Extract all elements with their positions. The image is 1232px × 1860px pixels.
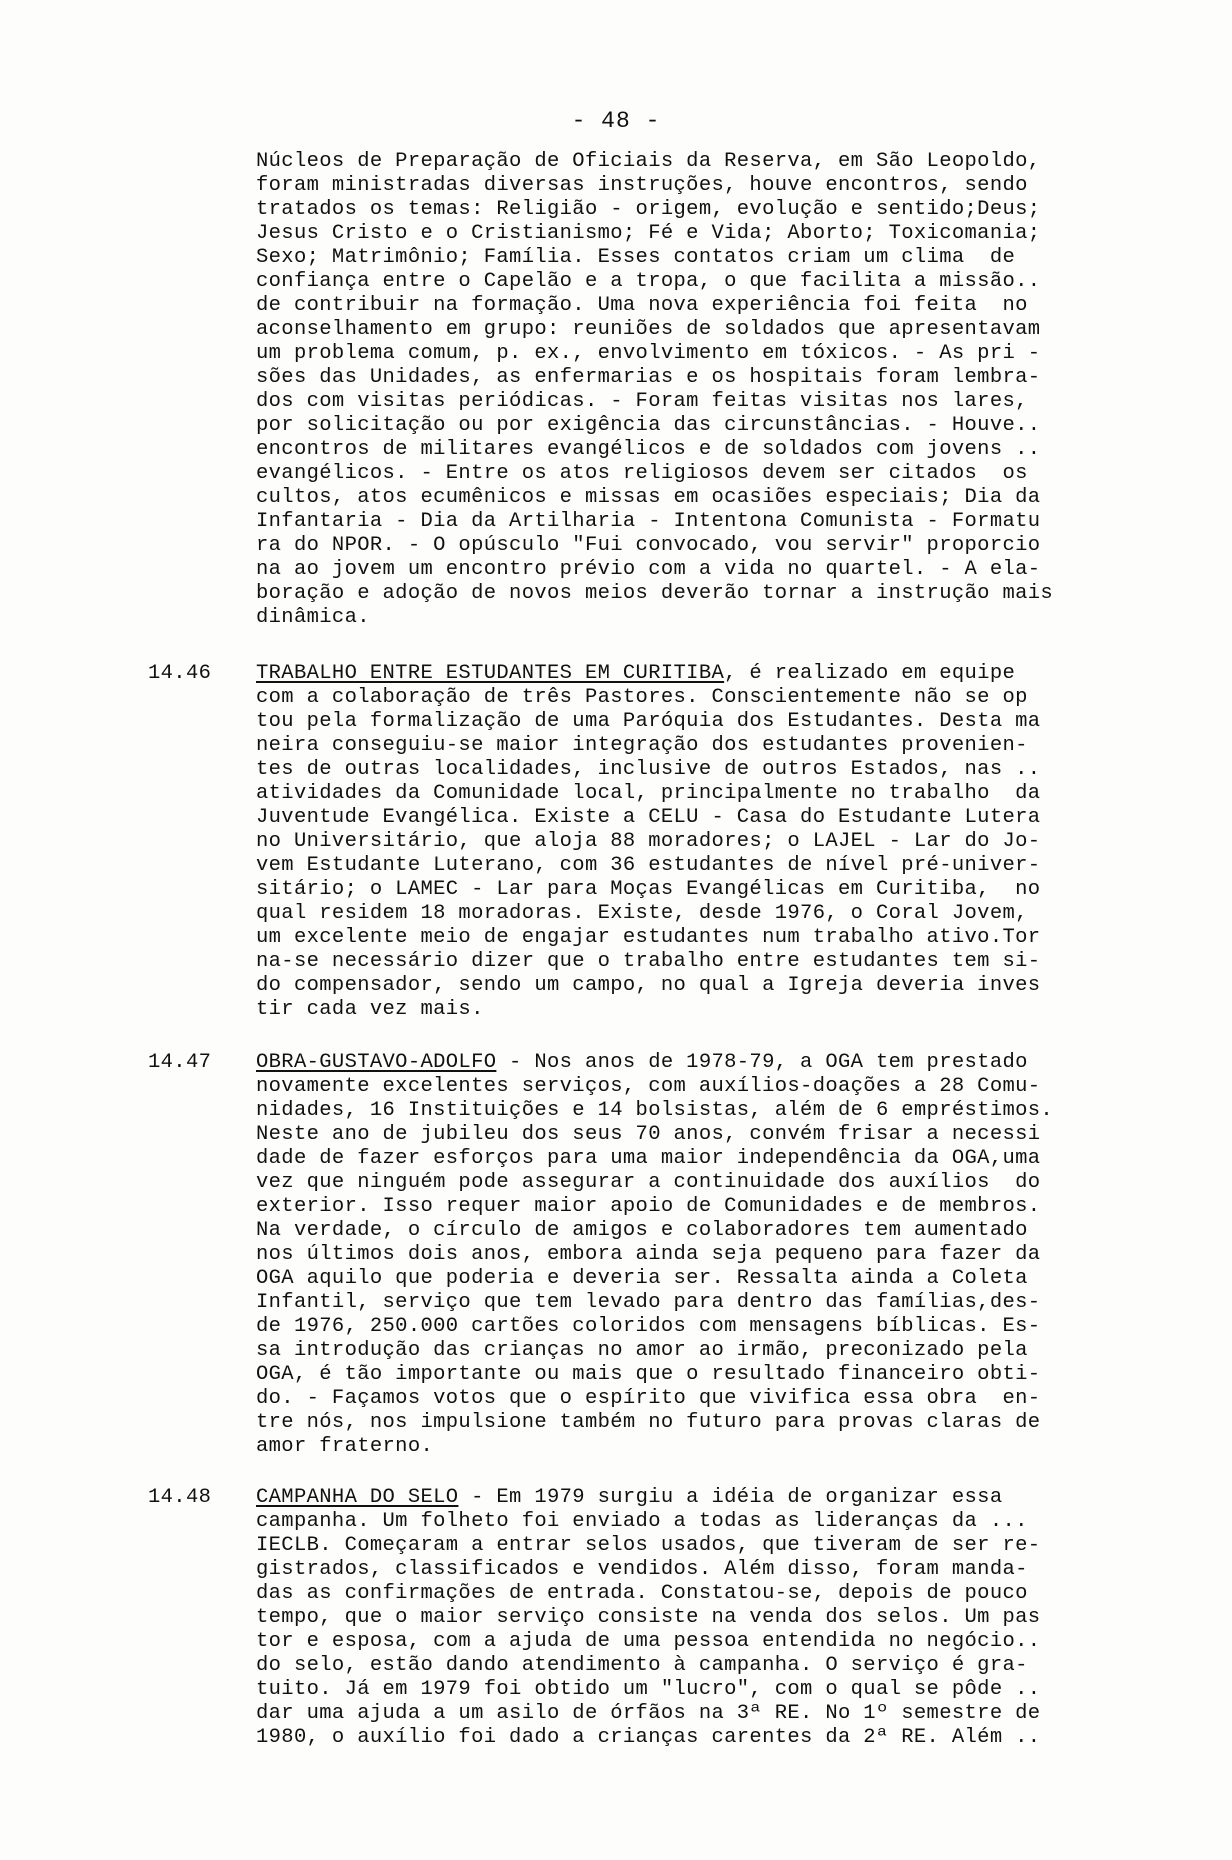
text-line: tuito. Já em 1979 foi obtido um "lucro", com o qual se pôde .. <box>256 1678 1041 1701</box>
section-number: 14.46 <box>148 662 212 685</box>
text-line: do selo, estão dando atendimento à campanha. O serviço é gra- <box>256 1654 1028 1677</box>
text-line: ra do NPOR. - O opúsculo "Fui convocado, vou servir" proporcio <box>256 534 1041 557</box>
text-line: gistrados, classificados e vendidos. Além disso, foram manda- <box>256 1558 1028 1581</box>
text-line: sa introdução das crianças no amor ao irmão, preconizado pela <box>256 1339 1028 1362</box>
section-first-line-text: - Em 1979 surgiu a idéia de organizar essa <box>458 1486 1003 1509</box>
text-line: Jesus Cristo e o Cristianismo; Fé e Vida; Aborto; Toxicomania; <box>256 222 1041 245</box>
text-line: dinâmica. <box>256 606 370 629</box>
text-line: do. - Façamos votos que o espírito que vivifica essa obra en- <box>256 1387 1041 1410</box>
text-line: dade de fazer esforços para uma maior independência da OGA,uma <box>256 1147 1041 1170</box>
text-line: evangélicos. - Entre os atos religiosos devem ser citados os <box>256 462 1028 485</box>
text-line: por solicitação ou por exigência das circunstâncias. - Houve.. <box>256 414 1041 437</box>
text-line: de contribuir na formação. Uma nova experiência foi feita no <box>256 294 1028 317</box>
text-line: tre nós, nos impulsione também no futuro para provas claras de <box>256 1411 1041 1434</box>
text-line: dos com visitas periódicas. - Foram feitas visitas nos lares, <box>256 390 1028 413</box>
intro-paragraph <box>256 150 1186 630</box>
section-heading: CAMPANHA DO SELO <box>256 1486 459 1509</box>
text-line: tes de outras localidades, inclusive de outros Estados, nas .. <box>256 758 1041 781</box>
text-line: vem Estudante Luterano, com 36 estudantes de nível pré-univer- <box>256 854 1041 877</box>
text-line: um excelente meio de engajar estudantes num trabalho ativo.Tor <box>256 926 1041 949</box>
text-line: novamente excelentes serviços, com auxílios-doações a 28 Comu- <box>256 1075 1041 1098</box>
text-line: na ao jovem um encontro prévio com a vida no quartel. - A ela- <box>256 558 1041 581</box>
section-first-line <box>256 1051 1186 1075</box>
text-line: um problema comum, p. ex., envolvimento em tóxicos. - As pri - <box>256 342 1041 365</box>
text-line: Infantaria - Dia da Artilharia - Intentona Comunista - Formatu <box>256 510 1041 533</box>
text-line: OGA aquilo que poderia e deveria ser. Ressalta ainda a Coleta <box>256 1267 1028 1290</box>
section-14-46 <box>256 662 1186 1022</box>
text-line: de 1976, 250.000 cartões coloridos com mensagens bíblicas. Es- <box>256 1315 1041 1338</box>
text-line: tempo, que o maior serviço consiste na venda dos selos. Um pas <box>256 1606 1041 1629</box>
text-line: tratados os temas: Religião - origem, evolução e sentido;Deus; <box>256 198 1041 221</box>
text-line: 1980, o auxílio foi dado a crianças carentes da 2ª RE. Além .. <box>256 1726 1041 1749</box>
text-line: na-se necessário dizer que o trabalho entre estudantes tem si- <box>256 950 1041 973</box>
text-line: sitário; o LAMEC - Lar para Moças Evangélicas em Curitiba, no <box>256 878 1041 901</box>
text-line: IECLB. Começaram a entrar selos usados, que tiveram de ser re- <box>256 1534 1041 1557</box>
text-line: sões das Unidades, as enfermarias e os hospitais foram lembra- <box>256 366 1041 389</box>
section-first-line-text: , é realizado em equipe <box>724 662 1016 685</box>
text-line: tor e esposa, com a ajuda de uma pessoa entendida no negócio.. <box>256 1630 1041 1653</box>
text-line: atividades da Comunidade local, principalmente no trabalho da <box>256 782 1041 805</box>
section-number: 14.47 <box>148 1051 212 1074</box>
text-line: qual residem 18 moradoras. Existe, desde 1976, o Coral Jovem, <box>256 902 1028 925</box>
text-line: Juventude Evangélica. Existe a CELU - Casa do Estudante Lutera <box>256 806 1041 829</box>
section-14-47 <box>256 1051 1186 1459</box>
text-line: campanha. Um folheto foi enviado a todas as lideranças da ... <box>256 1510 1028 1533</box>
section-heading: TRABALHO ENTRE ESTUDANTES EM CURITIBA <box>256 662 725 685</box>
section-number: 14.48 <box>148 1486 212 1509</box>
text-line: neira conseguiu-se maior integração dos estudantes provenien- <box>256 734 1028 757</box>
text-line: encontros de militares evangélicos e de soldados com jovens .. <box>256 438 1041 461</box>
text-line: nos últimos dois anos, embora ainda seja pequeno para fazer da <box>256 1243 1041 1266</box>
text-line: com a colaboração de três Pastores. Conscientemente não se op <box>256 686 1028 709</box>
text-line: tou pela formalização de uma Paróquia dos Estudantes. Desta ma <box>256 710 1041 733</box>
text-line: Sexo; Matrimônio; Família. Esses contatos criam um clima de <box>256 246 1016 269</box>
section-first-line-text: - Nos anos de 1978-79, a OGA tem prestado <box>496 1051 1028 1074</box>
text-line: vez que ninguém pode assegurar a continuidade dos auxílios do <box>256 1171 1041 1194</box>
text-line: amor fraterno. <box>256 1435 434 1458</box>
text-line: aconselhamento em grupo: reuniões de soldados que apresentavam <box>256 318 1041 341</box>
text-line: no Universitário, que aloja 88 moradores; o LAJEL - Lar do Jo- <box>256 830 1041 853</box>
text-line: cultos, atos ecumênicos e missas em ocasiões especiais; Dia da <box>256 486 1041 509</box>
text-line: OGA, é tão importante ou mais que o resultado financeiro obti- <box>256 1363 1041 1386</box>
text-line: das as confirmações de entrada. Constatou-se, depois de pouco <box>256 1582 1028 1605</box>
text-line: Na verdade, o círculo de amigos e colaboradores tem aumentado <box>256 1219 1028 1242</box>
text-line: do compensador, sendo um campo, no qual a Igreja deveria inves <box>256 974 1041 997</box>
text-line: dar uma ajuda a um asilo de órfãos na 3ª RE. No 1º semestre de <box>256 1702 1041 1725</box>
section-first-line <box>256 662 1186 686</box>
text-line: foram ministradas diversas instruções, houve encontros, sendo <box>256 174 1028 197</box>
text-line: confiança entre o Capelão e a tropa, o que facilita a missão.. <box>256 270 1041 293</box>
section-heading: OBRA-GUSTAVO-ADOLFO <box>256 1051 497 1074</box>
text-line: boração e adoção de novos meios deverão tornar a instrução mais <box>256 582 1054 605</box>
section-14-48 <box>256 1486 1186 1750</box>
text-line: tir cada vez mais. <box>256 998 484 1021</box>
section-first-line <box>256 1486 1186 1510</box>
text-line: Núcleos de Preparação de Oficiais da Reserva, em São Leopoldo, <box>256 150 1041 173</box>
page-number: - 48 - <box>571 108 661 134</box>
text-line: nidades, 16 Instituições e 14 bolsistas, além de 6 empréstimos. <box>256 1099 1054 1122</box>
text-line: exterior. Isso requer maior apoio de Comunidades e de membros. <box>256 1195 1041 1218</box>
text-line: Infantil, serviço que tem levado para dentro das famílias,des- <box>256 1291 1041 1314</box>
text-line: Neste ano de jubileu dos seus 70 anos, convém frisar a necessi <box>256 1123 1041 1146</box>
